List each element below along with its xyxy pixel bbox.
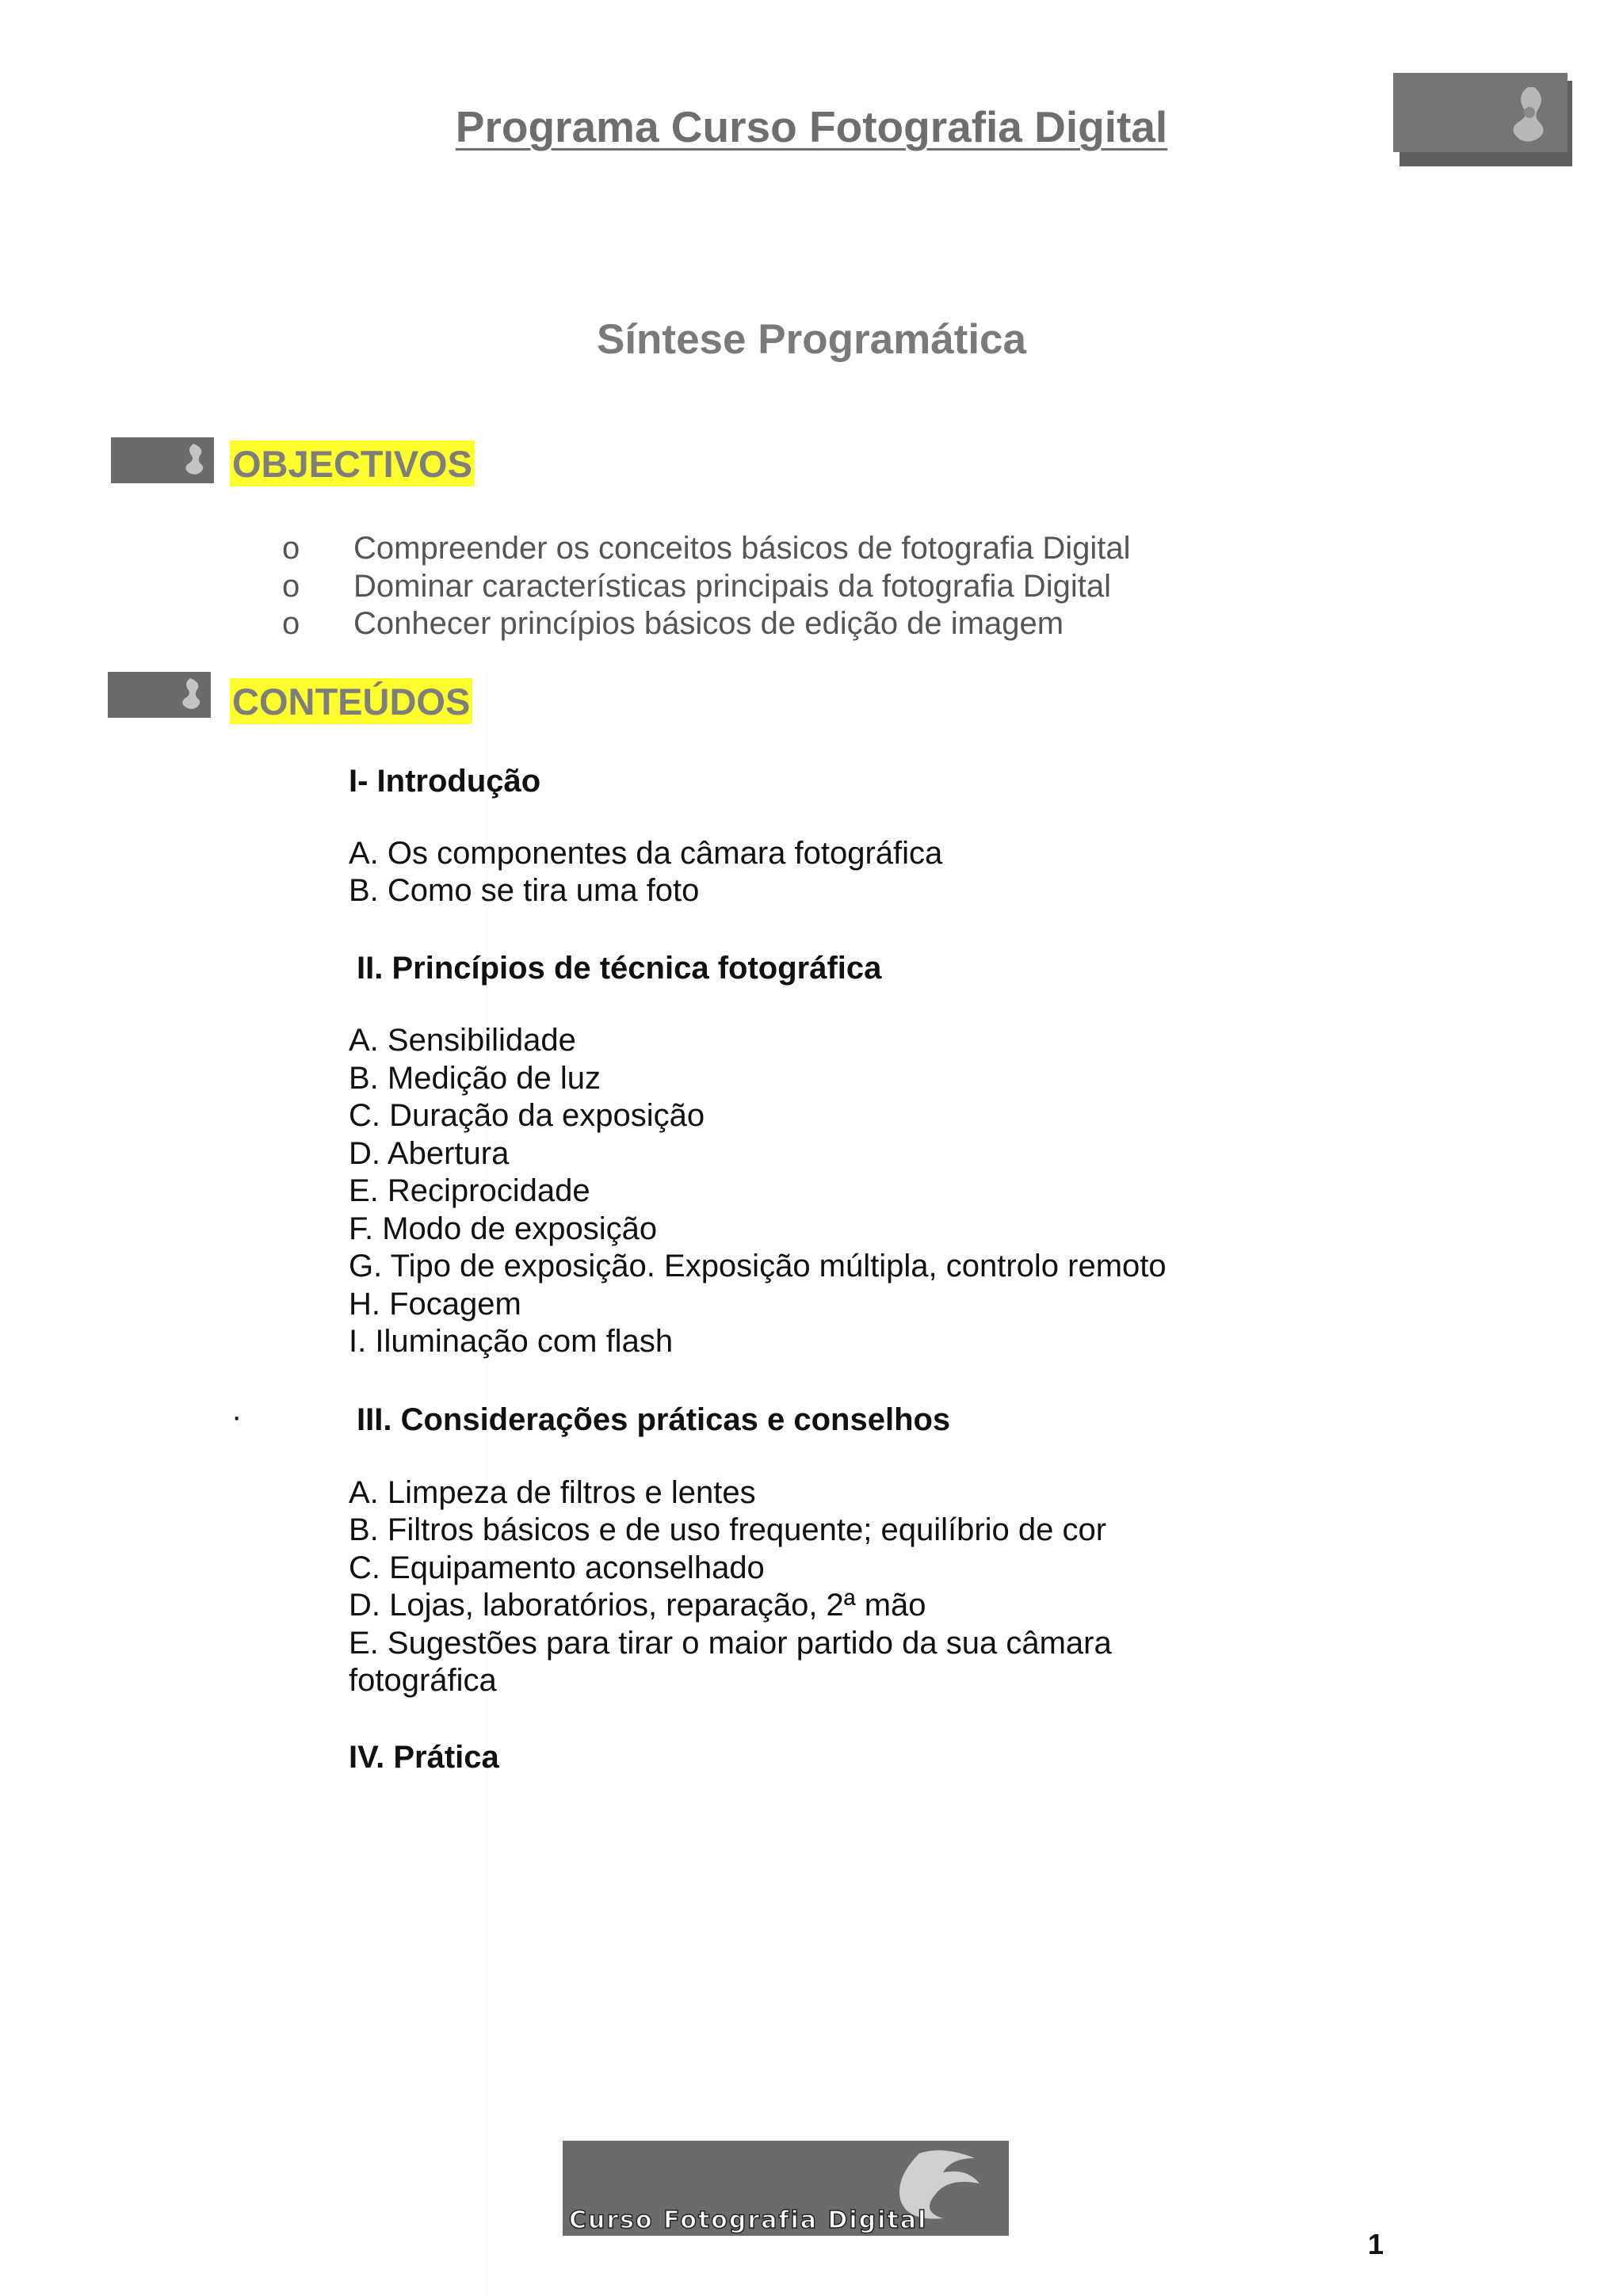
objectives-heading: OBJECTIVOS	[230, 441, 475, 486]
objective-item	[282, 567, 1471, 605]
bullet-circle-icon: o	[282, 569, 300, 604]
page-number: 1	[1368, 2228, 1384, 2260]
document-title: Programa Curso Fotografia Digital	[455, 102, 1168, 151]
section-subtitle: Síntese Programática	[596, 316, 1026, 363]
content-item: A. Os componentes da câmara fotográfica	[349, 836, 943, 871]
header-logo	[1393, 73, 1572, 166]
part-title: IV. Prática	[349, 1740, 499, 1775]
content-item: A. Sensibilidade	[349, 1023, 576, 1058]
content-item: H. Focagem	[349, 1287, 521, 1322]
part-title: II. Princípios de técnica fotográfica	[357, 951, 882, 986]
content-item: B. Medição de luz	[349, 1061, 601, 1096]
objective-text: Conhecer princípios básicos de edição de imagem	[353, 606, 1064, 641]
part-title: I- Introdução	[349, 764, 541, 799]
objective-item	[282, 605, 1471, 643]
footer-logo-text: Curso Fotografia Digital	[569, 2206, 928, 2234]
content-item: C. Equipamento aconselhado	[349, 1550, 765, 1585]
bullet-circle-icon: o	[282, 606, 300, 641]
content-item: B. Filtros básicos e de uso frequente; equilíbrio de cor	[349, 1512, 1107, 1547]
objectives-logo	[111, 437, 214, 483]
content-item: F. Modo de exposição	[349, 1211, 658, 1246]
camera-hand-logo-icon	[1393, 73, 1572, 166]
content-item: D. Lojas, laboratórios, reparação, 2ª mão	[349, 1588, 926, 1623]
content-item: C. Duração da exposição	[349, 1098, 705, 1133]
bullet-circle-icon: o	[282, 531, 300, 566]
content-item: E. Sugestões para tirar o maior partido da sua câmara	[349, 1626, 1112, 1661]
list-marker: ·	[231, 1399, 242, 1434]
camera-hand-logo-icon	[563, 2141, 1009, 2236]
objective-item	[282, 529, 1471, 567]
content-item: G. Tipo de exposição. Exposição múltipla, controlo remoto	[349, 1249, 1167, 1283]
contents-heading: CONTEÚDOS	[230, 678, 472, 724]
part-title: III. Considerações práticas e conselhos	[357, 1402, 951, 1437]
content-item: D. Abertura	[349, 1136, 510, 1171]
footer-logo	[563, 2141, 1009, 2236]
content-item: A. Limpeza de filtros e lentes	[349, 1475, 756, 1510]
contents-logo	[108, 672, 211, 718]
content-item: E. Reciprocidade	[349, 1173, 590, 1208]
content-item: fotográfica	[349, 1663, 497, 1698]
objective-text: Dominar características principais da fotografia Digital	[353, 569, 1111, 604]
camera-hand-icon	[111, 437, 214, 483]
content-item: I. Iluminação com flash	[349, 1324, 674, 1359]
content-item: B. Como se tira uma foto	[349, 873, 700, 908]
objective-text: Compreender os conceitos básicos de fotografia Digital	[353, 531, 1131, 566]
camera-hand-icon	[108, 672, 211, 718]
